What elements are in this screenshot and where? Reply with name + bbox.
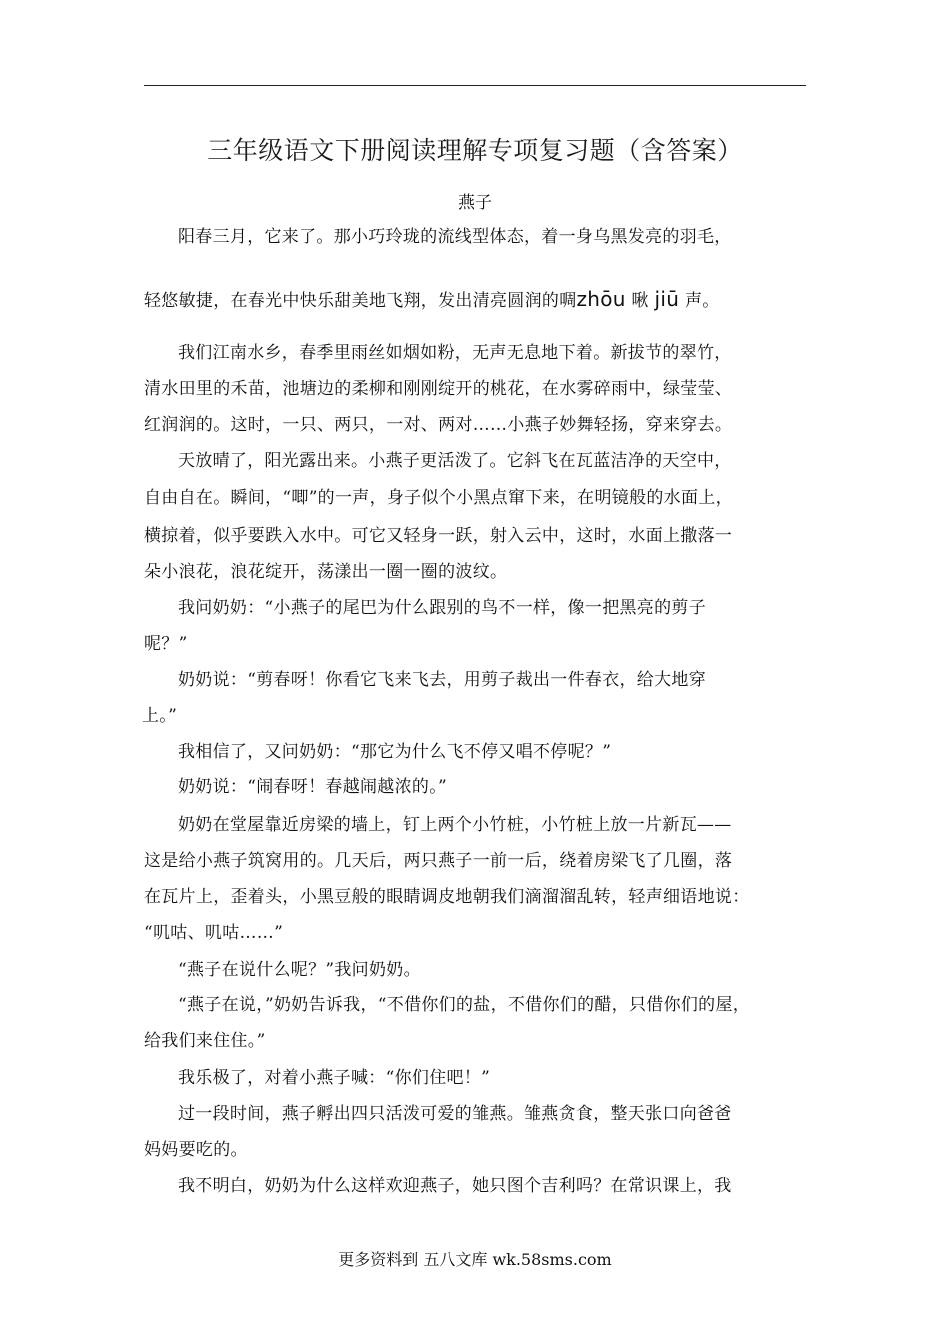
text-line: 朵小浪花，浪花绽开，荡漾出一圈一圈的波纹。 [144, 562, 508, 582]
header-rule [144, 85, 806, 86]
text-line: 奶奶在堂屋靠近房梁的墙上，钉上两个小竹桩，小竹桩上放一片新瓦—— [178, 815, 732, 835]
text-line: “叽咕、叽咕……” [144, 923, 284, 943]
text-line: 呢？” [144, 634, 188, 654]
text-line: “燕子在说，”奶奶告诉我，“不借你们的盐，不借你们的醋，只借你们的屋， [178, 995, 751, 1015]
text-line: 我们江南水乡，春季里雨丝如烟如粉，无声无息地下着。新拔节的翠竹， [178, 343, 732, 363]
text-line: 我问奶奶：“小燕子的尾巴为什么跟别的鸟不一样，像一把黑亮的剪子 [178, 598, 706, 618]
pinyin-annotation: jiū [654, 287, 680, 311]
text-line: 我不明白，奶奶为什么这样欢迎燕子，她只图个吉利吗？在常识课上，我 [178, 1176, 732, 1196]
text-line: 自由自在。瞬间，“唧”的一声，身子似个小黑点窜下来，在明镜般的水面上， [144, 488, 733, 508]
text-segment: 声。 [684, 291, 720, 311]
text-line: 红润润的。这时，一只、两只，一对、两对……小燕子妙舞轻扬，穿来穿去。 [144, 415, 733, 435]
text-line: 上。” [142, 706, 178, 726]
text-line: 奶奶说：“剪春呀！你看它飞来飞去，用剪子裁出一件春衣，给大地穿 [178, 670, 706, 690]
text-line: 我相信了，又问奶奶：“那它为什么飞不停又唱不停呢？” [178, 742, 612, 762]
text-segment: 啾 [631, 291, 649, 311]
text-line: 阳春三月，它来了。那小巧玲珑的流线型体态，着一身乌黑发亮的羽毛， [178, 227, 732, 247]
text-line: 横掠着，似乎要跌入水中。可它又轻身一跃，射入云中，这时，水面上撒落一 [144, 526, 733, 546]
text-segment: 轻悠敏捷，在春光中快乐甜美地飞翔，发出清亮圆润的啁 [144, 291, 577, 311]
text-line: 给我们来住住。” [144, 1031, 266, 1051]
text-line: 我乐极了，对着小燕子喊：“你们住吧！” [178, 1068, 491, 1088]
text-line: 天放晴了，阳光露出来。小燕子更活泼了。它斜飞在瓦蓝洁净的天空中， [178, 451, 732, 471]
text-line: 奶奶说：“闹春呀！春越闹越浓的。” [178, 777, 447, 797]
text-line: 在瓦片上，歪着头，小黑豆般的眼睛调皮地朝我们滴溜溜乱转，轻声细语地说： [144, 887, 750, 907]
page-title: 三年级语文下册阅读理解专项复习题（含答案） [207, 136, 743, 165]
text-line: 妈妈要吃的。 [144, 1140, 248, 1160]
text-line: 过一段时间，燕子孵出四只活泼可爱的雏燕。雏燕贪食，整天张口向爸爸 [178, 1104, 732, 1124]
text-line: 这是给小燕子筑窝用的。几天后，两只燕子一前一后，绕着房梁飞了几圈，落 [144, 851, 733, 871]
passage-title: 燕子 [458, 193, 492, 213]
text-line [144, 286, 720, 311]
text-line: 清水田里的禾苗，池塘边的柔柳和刚刚绽开的桃花，在水雾碎雨中，绿莹莹、 [144, 379, 733, 399]
text-line: “燕子在说什么呢？”我问奶奶。 [178, 960, 421, 980]
pinyin-annotation: zhōu [576, 287, 626, 311]
footer-link[interactable]: 更多资料到 五八文库 wk.58sms.com [338, 1250, 612, 1269]
